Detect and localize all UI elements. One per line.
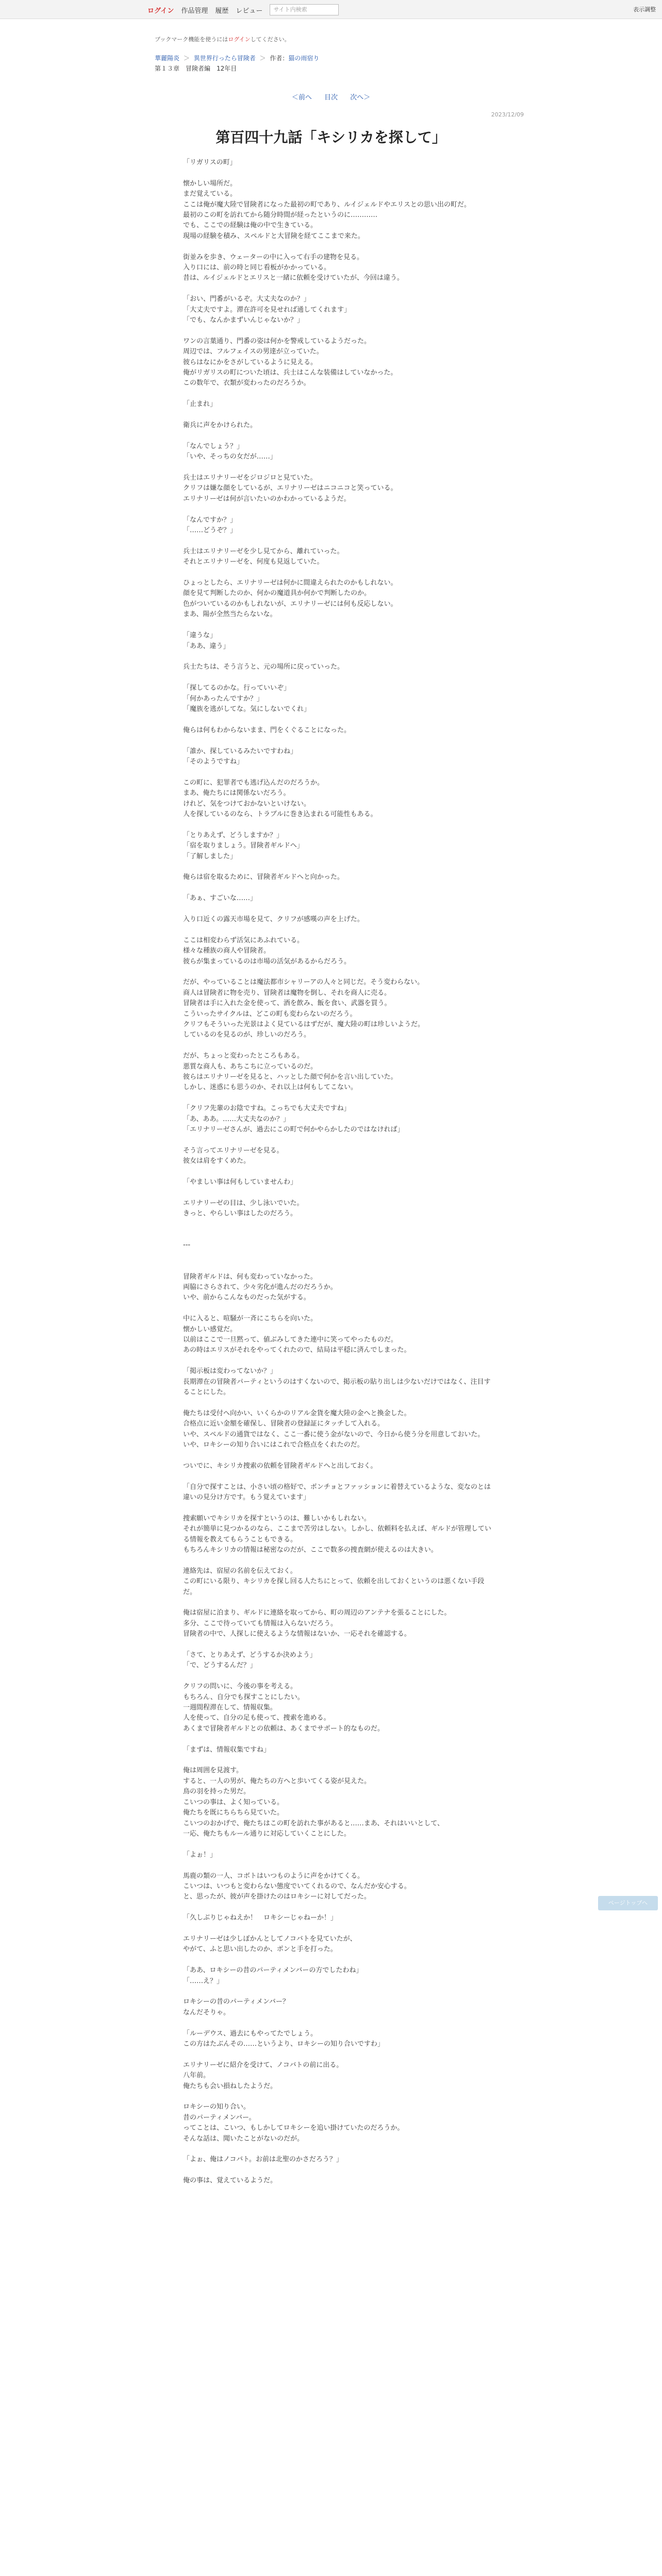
body-paragraph: 悪質な商人も、あちこちに立っているのだ。: [183, 1062, 318, 1071]
body-paragraph: [183, 967, 492, 977]
body-paragraph: ---: [183, 1241, 191, 1249]
body-paragraph: ここは俺が魔大陸で冒険者になった最初の町であり、ルイジェルドやエリスとの思い出の町だ。: [183, 200, 471, 209]
author-label: 作者：: [270, 55, 289, 62]
body-paragraph: [183, 1640, 492, 1650]
body-paragraph: 長期滞在の冒険者パーティというのはすくないので、掲示板の貼り出しは少ないだけではなく、注目することにした。: [183, 1378, 491, 1396]
body-paragraph: [183, 1041, 492, 1051]
body-paragraph: この数年で、衣類が変わったのだろうか。: [183, 379, 310, 387]
body-paragraph: エリナリーゼは少しぽかんとしてノコバトを見ていたが、: [183, 1935, 357, 1943]
body-paragraph: こいつのおかげで、俺たちはこの町を訪れた事があると……まあ、それはいいとして、: [183, 1819, 444, 1827]
body-paragraph: [183, 2092, 492, 2102]
body-paragraph: 「ああ、違う」: [183, 642, 230, 650]
body-paragraph: もちろん、自分でも探すことにしたい。: [183, 1693, 304, 1701]
body-paragraph: 人を探しているのなら、トラブルに巻き込まれる可能性もある。: [183, 810, 377, 818]
body-paragraph: 「自分で探すことは、小さい頃の格好で、ポンチョとファッションに着替えているような、変なのとは違いの見分け方です。もう覚えています」: [183, 1483, 491, 1502]
body-paragraph: [183, 284, 492, 294]
body-paragraph: 「久しぶりじゃねえか！ ロキシーじゃねーか！」: [183, 1914, 337, 1922]
body-paragraph: [183, 326, 492, 336]
body-paragraph: 捜索願いでキシリカを探すというのは、難しいかもしれない。: [183, 1514, 371, 1522]
body-paragraph: 「エリナリーゼさんが、過去にこの町で何かやらかしたのではなければ」: [183, 1125, 404, 1133]
body-paragraph: あの時はエリスがそれをやってくれたので、結局は平穏に済んでしまった。: [183, 1346, 411, 1354]
body-paragraph: 俺たちも会い損ねしたようだ。: [183, 2082, 277, 2090]
body-paragraph: [183, 1903, 492, 1913]
body-paragraph: すると、一人の男が、俺たちの方へと歩いてくる姿が見えた。: [183, 1777, 371, 1785]
body-paragraph: [183, 568, 492, 578]
body-paragraph: ひょっとしたら、エリナリーゼは何かに間違えられたのかもしれない。: [183, 579, 398, 587]
body-paragraph: と、思ったが、彼が声を掛けたのはロキシーに対してだった。: [183, 1893, 371, 1901]
body-paragraph: しているのを見るのが、珍しいのだろう。: [183, 1031, 311, 1039]
body-paragraph: 「止まれ」: [183, 400, 217, 409]
body-paragraph: 現場の経験を積み、スペルドと大冒険を経てここまで来た。: [183, 232, 365, 240]
body-paragraph: [183, 1135, 492, 1145]
body-paragraph: 彼女は肩をすくめた。: [183, 1157, 251, 1165]
body-paragraph: 彼らはエリナリーゼを見ると、ハッとした顔で何かを言い出していた。: [183, 1073, 398, 1081]
body-paragraph: [183, 1734, 492, 1744]
body-paragraph: 「何かあったんですか？」: [183, 694, 263, 703]
body-paragraph: [183, 431, 492, 441]
body-paragraph: [183, 410, 492, 420]
body-paragraph: 入り口近くの露天市場を見て、クリフが感嘆の声を上げた。: [183, 915, 364, 923]
body-paragraph: きっと、やらしい事はしたのだろう。: [183, 1210, 297, 1218]
body-paragraph: [183, 504, 492, 515]
body-paragraph: クリフの問いに、今後の事を考える。: [183, 1683, 297, 1691]
body-paragraph: なんだそりゃ。: [183, 2008, 230, 2016]
search-input[interactable]: サイト内検索: [270, 4, 339, 15]
body-paragraph: [183, 1555, 492, 1566]
body-paragraph: ロキシーの知り合い。: [183, 2103, 250, 2111]
body-paragraph: 鳥の羽を持った男だ。: [183, 1788, 251, 1796]
body-paragraph: それとエリナリーゼを、何度も見返していた。: [183, 558, 324, 566]
body-paragraph: 兵士たちは、そう言うと、元の場所に戻っていった。: [183, 663, 344, 671]
chapter-info: 第１３章 冒険者編 12年目: [155, 65, 237, 72]
body-paragraph: 「ああ、ロキシーの昔のパーティメンバーの方でしたわね」: [183, 1967, 363, 1975]
body-paragraph: 「でも、なんかまずいんじゃないか？」: [183, 316, 304, 325]
body-paragraph: 「違うな」: [183, 632, 217, 640]
body-paragraph: 街並みを歩き、ウェーターの中に入って右手の建物を見る。: [183, 253, 363, 261]
breadcrumb-work-link[interactable]: 異世界行ったら冒険者: [193, 55, 256, 62]
body-paragraph: 「で、どうするんだ？」: [183, 1662, 257, 1670]
body-paragraph: 中に入ると、喧騒が一斉にこちらを向いた。: [183, 1315, 318, 1323]
body-paragraph: 俺らは宿を取るために、冒険者ギルドへと向かった。: [183, 873, 344, 882]
body-paragraph: いや、前からこんなものだった気がする。: [183, 1294, 310, 1302]
body-paragraph: [183, 1503, 492, 1513]
body-paragraph: でも、ここでの経験は俺の中で生きている。: [183, 222, 318, 230]
body-paragraph: 「……え？」: [183, 1977, 224, 1985]
body-paragraph: [183, 1303, 492, 1314]
body-paragraph: だが、やっていることは魔法都市シャリーアの人々と同じだ。そう変わらない。: [183, 978, 424, 987]
body-paragraph: 以前はここで一旦黙って、値ぶみしてきた連中に笑ってやったものだ。: [183, 1335, 398, 1344]
body-paragraph: 様々な種族の商人や冒険者。: [183, 947, 271, 955]
body-paragraph: いや、ロキシーの知り合いにはこれで合格点をくれたのだ。: [183, 1441, 364, 1449]
body-paragraph: [183, 862, 492, 872]
notice-suffix: してください。: [250, 36, 290, 43]
body-paragraph: [183, 620, 492, 631]
body-paragraph: [183, 168, 492, 178]
body-paragraph: 顔を見て判断したのか、何かの魔道具か何かで判断したのか。: [183, 589, 371, 598]
body-paragraph: 兵士はエリナリーゼを少し見てから、離れていった。: [183, 547, 344, 555]
body-paragraph: まだ覚えている。: [183, 190, 237, 198]
body-paragraph: そう言ってエリナリーゼを見る。: [183, 1146, 284, 1155]
body-paragraph: [183, 925, 492, 935]
body-paragraph: 入り口には、前の時と同じ看板がかかっている。: [183, 264, 331, 272]
body-paragraph: 俺たちは受付へ向かい、いくらかのリアル金貨を魔大陸の金へと換金した。: [183, 1409, 411, 1417]
body-paragraph: 彼らはなにかをさがしているように見える。: [183, 358, 318, 366]
prev-chapter-link[interactable]: ＜前へ: [291, 94, 312, 101]
body-paragraph: 人を使って、自分の足も使って、捜索を進める。: [183, 1714, 330, 1722]
body-paragraph: 冒険者の中で、人探しに使えるような情報はないか、一応それを確認する。: [183, 1630, 411, 1638]
body-paragraph: ロキシーの昔のパーティメンバー？: [183, 1998, 289, 2006]
body-paragraph: [183, 2018, 492, 2028]
body-paragraph: 合格点に近い金額を確保し、冒険者の登録証にタッチして入れる。: [183, 1420, 385, 1428]
body-paragraph: [183, 1987, 492, 1997]
body-paragraph: [183, 1755, 492, 1766]
post-date: 2023/12/09: [491, 111, 524, 118]
body-paragraph: 「誰か、探しているみたいですわね」: [183, 747, 297, 755]
body-paragraph: [183, 2165, 492, 2176]
body-paragraph: 「さて、とりあえず、どうするか決めよう」: [183, 1651, 317, 1659]
body-paragraph: 「クリフ先輩のお陰ですね。こっちでも大丈夫ですね」: [183, 1105, 351, 1113]
body-paragraph: 「そのようですね」: [183, 757, 244, 766]
body-paragraph: 俺らは何もわからないまま、門をくぐることになった。: [183, 726, 351, 734]
body-paragraph: こいつは、いつもと変わらない態度でいてくれるので、なんだか安心する。: [183, 1882, 411, 1890]
body-paragraph: それが簡単に見つかるのなら、ここまで苦労はしない。しかし、依頼料を払えば、ギルドが管理している情報を教えてもらうこともできる。: [183, 1525, 491, 1544]
body-paragraph: だが、ちょっと変わったところもある。: [183, 1052, 304, 1060]
body-paragraph: 「よぉ！」: [183, 1851, 217, 1859]
body-paragraph: [183, 1230, 492, 1240]
body-paragraph: 一週間程滞在して、情報収集。: [183, 1704, 277, 1712]
body-paragraph: 色がついているのかもしれないが、エリナリーゼには何も反応しない。: [183, 600, 398, 608]
body-paragraph: 「掲示板は変わってないか？」: [183, 1367, 277, 1376]
body-paragraph: [183, 2049, 492, 2060]
body-paragraph: [183, 1219, 492, 1230]
body-paragraph: 冒険者は手に入れた金を使って、酒を飲み、飯を食い、武器を買う。: [183, 999, 391, 1008]
body-paragraph: 周辺では、フルフェイスの男達が立っていた。: [183, 348, 323, 356]
body-paragraph: しかし、迷惑にも思うのか、それ以上は何もしてこない。: [183, 1083, 358, 1092]
body-paragraph: 「ルーデウス、過去にもやってたでしょう。: [183, 2029, 318, 2038]
body-paragraph: 「……どうぞ？」: [183, 527, 237, 535]
chapter-title: 第百四十九話「キシリカを探して」: [216, 129, 446, 146]
body-paragraph: 多分、ここで待っていても情報は入らないだろう。: [183, 1619, 338, 1628]
body-paragraph: 「なんですか？」: [183, 516, 237, 524]
body-paragraph: [183, 904, 492, 914]
body-paragraph: この方はたぶんその……というより、ロキシーの知り合いですわ」: [183, 2040, 384, 2048]
body-paragraph: [183, 463, 492, 473]
body-paragraph: 昔は、ルイジェルドとエリスと一緒に依頼を受けていたが、今回は違う。: [183, 274, 404, 282]
body-paragraph: [183, 1839, 492, 1850]
body-paragraph: [183, 820, 492, 830]
body-paragraph: 「なんでしょう？」: [183, 442, 244, 450]
body-paragraph: [183, 1671, 492, 1682]
body-paragraph: [183, 1167, 492, 1177]
body-paragraph: もちろんキシリカの情報は秘密なのだが、ここで数多の捜査網が使えるのは大きい。: [183, 1546, 438, 1554]
body-paragraph: [183, 767, 492, 777]
chapter-pager: [0, 92, 662, 101]
body-paragraph: ってことは、こいつ、もしかしてロキシーを追い掛けていたのだろうか。: [183, 2124, 404, 2132]
body-paragraph: クリフは嫌な顔をしているが、エリナリーゼはニコニコと笑っている。: [183, 484, 398, 493]
body-paragraph: 「やましい事は何もしていませんわ」: [183, 1178, 297, 1186]
body-paragraph: 俺がリガリスの町についた頃は、兵士はこんな装備はしていなかった。: [183, 369, 398, 377]
next-chapter-link[interactable]: 次へ＞: [350, 94, 371, 101]
history-link[interactable]: 履歴: [215, 7, 229, 15]
body-paragraph: [183, 1450, 492, 1461]
body-paragraph: 八年前。: [183, 2072, 210, 2080]
body-paragraph: まあ、陽が全然当たらないな。: [183, 611, 277, 619]
breadcrumb-series-link[interactable]: 華麗陽炎: [155, 55, 180, 62]
body-paragraph: ワンの言葉通り、門番の姿は何かを警戒しているようだった。: [183, 337, 371, 345]
body-paragraph: ついでに、キシリカ捜索の依頼を冒険者ギルドへと出しておく。: [183, 1462, 377, 1470]
body-paragraph: [183, 736, 492, 746]
display-settings-link[interactable]: 表示調整: [633, 6, 656, 13]
body-paragraph: [183, 673, 492, 683]
body-paragraph: [183, 1924, 492, 1934]
body-paragraph: 「魔族を逃がしてな。気にしないでくれ」: [183, 705, 311, 713]
notice-prefix: ブックマーク機能を使うには: [155, 36, 228, 43]
body-paragraph: 「リガリスの町」: [183, 159, 237, 166]
top-navbar: [0, 0, 662, 19]
body-paragraph: 「宿を取りましょう。冒険者ギルドへ」: [183, 842, 304, 850]
body-paragraph: 昔のパーティメンバー。: [183, 2113, 256, 2122]
body-paragraph: [183, 1398, 492, 1408]
body-paragraph: 連絡先は、宿屋の名前を伝えておく。: [183, 1567, 297, 1575]
body-paragraph: けれど、気をつけておかないといけない。: [183, 800, 311, 808]
body-paragraph: 「おい、門番がいるぞ。大丈夫なのか？」: [183, 295, 310, 303]
body-paragraph: こいつの事は、よく知っている。: [183, 1798, 284, 1806]
body-paragraph: エリナリーゼは何が言いたいのかわかっているようだ。: [183, 495, 351, 503]
body-paragraph: [183, 883, 492, 893]
body-paragraph: 「まずは、情報収集ですね」: [183, 1745, 271, 1754]
body-paragraph: [183, 1251, 492, 1261]
body-paragraph: 俺は周囲を見渡す。: [183, 1767, 243, 1775]
body-paragraph: [183, 242, 492, 252]
body-paragraph: 懐かしい感覚だ。: [183, 1325, 237, 1333]
body-paragraph: 最初のこの町を訪れてから随分時間が経ったというのに…………: [183, 211, 378, 219]
toc-link[interactable]: 目次: [324, 94, 338, 101]
body-paragraph: 一応、俺たちもルール通りに対応していくことにした。: [183, 1829, 351, 1838]
body-paragraph: クリフもそういった光景はよく見ているはずだが、魔大陸の町は珍しいようだ。: [183, 1020, 425, 1028]
body-paragraph: あくまで冒険者ギルドとの依頼は、あくまでサポート的なものだ。: [183, 1724, 384, 1733]
body-paragraph: 両脇にさらされて、少々劣化が進んだのだろうか。: [183, 1283, 337, 1291]
body-paragraph: [183, 389, 492, 399]
works-link[interactable]: 作品管理: [181, 7, 208, 15]
body-paragraph: エリナリーゼの目は、少し泳いでいた。: [183, 1199, 304, 1207]
review-link[interactable]: レビュー: [236, 7, 263, 15]
body-paragraph: [183, 652, 492, 662]
body-paragraph: 「あぁ、すごいな……」: [183, 894, 257, 903]
body-paragraph: [183, 2144, 492, 2155]
body-paragraph: [183, 1955, 492, 1965]
body-paragraph: 懐かしい場所だ。: [183, 179, 237, 188]
body-paragraph: こういったサイクルは、どこの町も変わらないのだろう。: [183, 1010, 357, 1018]
breadcrumb-separator: ＞: [259, 55, 266, 62]
body-paragraph: 彼らが集まっているのは市場の活気があるからだろう。: [183, 957, 351, 965]
body-paragraph: [183, 1860, 492, 1871]
body-paragraph: 俺の事は、覚えているようだ。: [183, 2177, 277, 2185]
body-paragraph: 俺は宿屋に泊まり、ギルドに連絡を取ってから、町の周辺のアンテナを張ることにした。: [183, 1609, 451, 1617]
body-paragraph: [183, 1598, 492, 1608]
author-link[interactable]: 猫の雨宿り: [288, 55, 320, 62]
login-link[interactable]: ログイン: [147, 7, 174, 15]
body-paragraph: 冒険者ギルドは、何も変わっていなかった。: [183, 1273, 317, 1281]
back-to-top-button[interactable]: ページトップへ: [598, 1896, 658, 1910]
body-paragraph: 俺たちを既にちらちら見ていた。: [183, 1809, 284, 1817]
body-paragraph: 衛兵に声をかけられた。: [183, 421, 257, 430]
body-paragraph: いや、スペルドの通貨ではなく、ここ一番に使う金がないので、今日から使う分を用意しておいた。: [183, 1430, 485, 1438]
chapter-body: [183, 158, 492, 2187]
body-paragraph: [183, 1093, 492, 1104]
body-paragraph: 「あ、ああ。……大丈夫なのか？」: [183, 1115, 290, 1123]
body-paragraph: まあ、俺たちには関係ないだろう。: [183, 789, 290, 798]
body-paragraph: 「了解しました」: [183, 852, 237, 860]
body-paragraph: [183, 1471, 492, 1482]
body-paragraph: 「とりあえず、どうしますか？」: [183, 831, 283, 839]
body-paragraph: 「いや、そっちの女だが……」: [183, 453, 277, 461]
breadcrumb: [155, 54, 516, 62]
breadcrumb-separator: ＞: [183, 55, 190, 62]
body-paragraph: [183, 536, 492, 546]
body-paragraph: そんな話は、聞いたことがないのだが。: [183, 2134, 304, 2143]
body-paragraph: 馬鹿の類の一人、コボトはいつものように声をかけてくる。: [183, 1872, 365, 1880]
body-paragraph: 商人は冒険者に物を売り、冒険者は魔物を倒し、それを商人に売る。: [183, 989, 391, 997]
body-paragraph: この町に、犯罪者でも逃げ込んだのだろうか。: [183, 778, 324, 787]
body-paragraph: エリナリーゼに紹介を受けて、ノコバトの前に出る。: [183, 2061, 343, 2069]
body-paragraph: 「大丈夫ですよ。滞在許可を見せれば通してくれます」: [183, 306, 351, 314]
body-paragraph: ここは相変わらず活気にあふれている。: [183, 936, 304, 944]
body-paragraph: [183, 715, 492, 725]
bookmark-notice: [155, 35, 290, 43]
body-paragraph: 「探してるのかな。行っていいぞ」: [183, 684, 291, 692]
notice-login-link[interactable]: ログイン: [228, 36, 251, 43]
body-paragraph: [183, 1356, 492, 1366]
body-paragraph: [183, 1188, 492, 1198]
body-paragraph: 「よぉ、俺はノコバト。お前は北聖のかさだろう？」: [183, 2156, 343, 2164]
body-paragraph: 兵士はエリナリーゼをジロジロと見ていた。: [183, 474, 317, 482]
nav-menu: [147, 4, 339, 15]
body-paragraph: [183, 1261, 492, 1272]
body-paragraph: この町にいる限り、キシリカを探し回る人たちにとって、依頼を出しておくというのは悪くない手段だ。: [183, 1578, 485, 1596]
body-paragraph: やがて、ふと思い出したのか、ポンと手を打った。: [183, 1945, 337, 1954]
